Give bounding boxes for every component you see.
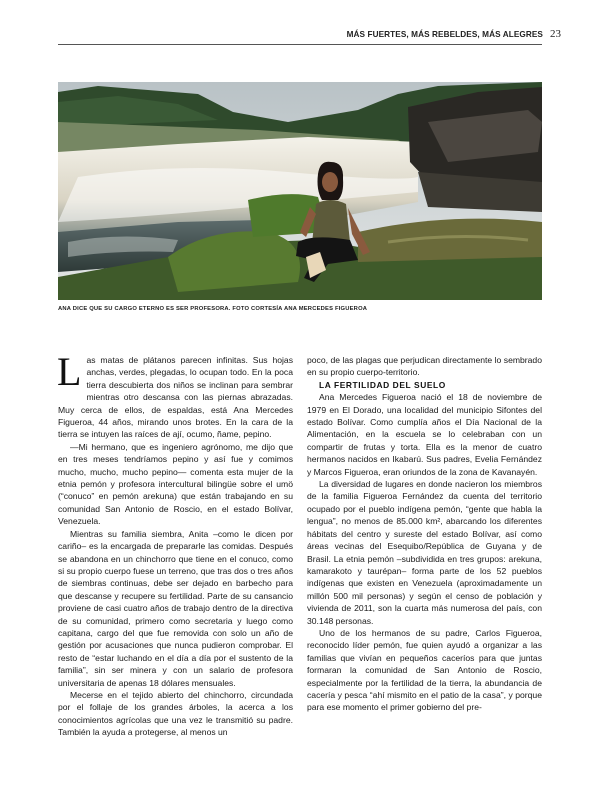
- waterfall-photo-illustration: [58, 82, 542, 300]
- article-paragraph: Mecerse en el tejido abierto del chinchorro, circundada por el follaje de los grandes árboles, la acerca a los conocimientos agrícolas que una vez le transmitió su padre. También la ayuda a protegerse, al menos un: [58, 689, 293, 738]
- article-paragraph: Las matas de plátanos parecen infinitas. Sus hojas anchas, verdes, plegadas, lo ocupan todo. En la poca tierra descubierta dos niños se inclinan para sembrar mientras otro descansa con las piernas abrazadas. Muy cerca de ellos, de espaldas, está Ana Mercedes Figueroa, 44 años, mirando unos brotes. En la cara de la tierra se intuyen las raíces de ají, ocumo, ñame, pepino.: [57, 349, 293, 440]
- article-paragraph: poco, de las plagas que perjudican directamente lo sembrado en su propio cuerpo-territorio.: [307, 355, 542, 378]
- page-number: 23: [550, 28, 561, 40]
- article-photo: [58, 82, 542, 300]
- running-header-title: MÁS FUERTES, MÁS REBELDES, MÁS ALEGRES: [346, 30, 543, 39]
- article-column-left: [57, 349, 293, 739]
- article-paragraph: —Mi hermano, que es ingeniero agrónomo, me dijo que en tres meses tendríamos pepino y así fue y comimos mucho, mucho, mucho pepino— comenta esta mujer de la etnia pemón y profesora intercultural bilingüe sobre el umö (“conuco” en pemón arekuna) que están trabajando en su comunidad San Antonio de Roscio, en el estado Bolívar, Venezuela.: [58, 441, 293, 527]
- photo-caption: ANA DICE QUE SU CARGO ETERNO ES SER PROFESORA. FOTO CORTESÍA ANA MERCEDES FIGUEROA: [58, 306, 368, 312]
- article-column-right: [307, 354, 542, 714]
- drop-cap: L: [57, 349, 82, 394]
- header-divider: [58, 44, 542, 45]
- section-heading: LA FERTILIDAD DEL SUELO: [319, 379, 446, 390]
- article-paragraph: Uno de los hermanos de su padre, Carlos Figueroa, reconocido líder pemón, fue quien ayudó a organizar a las familias que vivían en pequeños caceríos para que juntas formaran la comunidad de San Antonio de Roscio, especialmente por la fertilidad de la tierra, la abundancia de cacería y pesca “ahí mismito en el patio de la casa”, y porque para ese momento el primer gobierno del pre-: [307, 627, 542, 713]
- article-paragraph: La diversidad de lugares en donde nacieron los miembros de la familia Figueroa Fernández da cuenta del territorio ocupado por el pueblo indígena pemón, “gente que habla la lengua”, no menos de 85.000 km², abarcando los diferentes hábitats del centro y sureste del estado Bolívar, así como áreas vecinas del Esequibo/República de Guyana y de Brasil. La etnia pemón –subdividida en tres grupos: arekuna, kamarakoto y taurépan– forma parte de los 52 pueblos indígenas que existen en Venezuela (aproximadamente un millón 500 mil personas) y según el censo de población y vivienda de 2011, son la cuarta más numerosa del país, con 30.148 personas.: [307, 479, 542, 626]
- article-paragraph: Mientras su familia siembra, Anita –como le dicen por cariño– es la encargada de prepararle las comidas. Después se abandona en un chinchorro que tiene en el conuco, como si su propio cuerpo fuese un terreno, que tras dos o tres años de siembras continuas, debe ser dejado en barbecho para que descanse y recupere su fertilidad. Parte de su cansancio proviene de casi cuatro años de trabajo dentro de la directiva de su comunidad, primero como secretaria y luego como capitana, cargo del que fue removida con solo un año de gestión por acusaciones que nunca pudieron comprobar. El resto de “estar luchando en el día a día por el sustento de la familia”, sin ser minera y con un salario de profesora universitaria de apenas 18 dólares mensuales.: [58, 528, 293, 688]
- article-paragraph: Ana Mercedes Figueroa nació el 18 de noviembre de 1979 en El Dorado, una localidad del municipio Sifontes del estado Bolívar. Como cumplía años el Día Nacional de la Alimentación, en la escuela se lo celebraban con un compartir de frutas y torta. Ella es la menor de cuatro hermanos nacidos en Ikabarú. Sus padres, Evelia Fernández y Marcos Figueroa, eran oriundos de la zona de Kavanayén.: [307, 392, 542, 477]
